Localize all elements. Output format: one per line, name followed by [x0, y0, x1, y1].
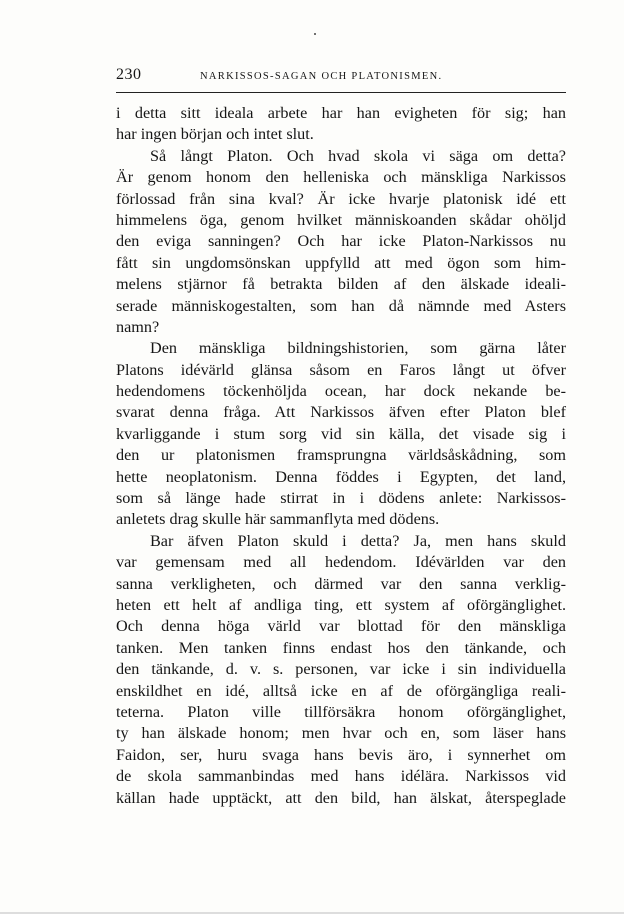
- text-line: Och denna höga värld var blottad för den mänskliga: [116, 617, 566, 636]
- text-line: heten ett helt af andliga ting, ett system af oförgänglighet.: [116, 595, 566, 614]
- text-line: förlossad från sina kval? Är icke hvarje platonisk idé ett: [116, 189, 566, 208]
- book-page: [116, 66, 566, 809]
- header-rule: [116, 92, 566, 93]
- text-line: svarat denna fråga. Att Narkissos äfven efter Platon blef: [116, 403, 566, 422]
- text-line: har ingen början och intet slut.: [116, 125, 314, 144]
- text-line: enskildhet en idé, alltså icke en af de oförgängliga reali-: [116, 681, 566, 700]
- text-line: den eviga sanningen? Och har icke Platon-Narkissos nu: [116, 232, 566, 251]
- running-head: [116, 66, 566, 88]
- page-number: 230: [116, 66, 142, 83]
- text-line: Så långt Platon. Och hvad skola vi säga om detta?: [150, 146, 566, 165]
- text-line: melens stjärnor få betrakta bilden af den älskade ideali-: [116, 275, 566, 294]
- running-title: NARKISSOS-SAGAN OCH PLATONISMEN.: [200, 71, 443, 82]
- text-line: anletets drag skulle här sammanflyta med dödens.: [116, 510, 440, 529]
- text-line: Bar äfven Platon skuld i detta? Ja, men hans skuld: [150, 531, 566, 550]
- text-line: kvarliggande i stum sorg vid sin källa, det visade sig i: [116, 424, 566, 443]
- text-line: sanna verkligheten, och därmed var den sanna verklig-: [116, 574, 566, 593]
- text-line: hette neoplatonism. Denna föddes i Egypten, det land,: [116, 467, 566, 486]
- body-text: [116, 103, 566, 809]
- text-line: Är genom honom den helleniska och mänskliga Narkissos: [116, 168, 566, 187]
- text-line: fått sin ungdomsönskan uppfylld att med ögon som him-: [116, 253, 566, 272]
- text-line: den ur platonismen framsprungna världsåskådning, som: [116, 446, 566, 465]
- text-line: hedendomens töckenhöljda ocean, har dock nekande be-: [116, 382, 566, 401]
- text-line: tanken. Men tanken finns endast hos den tänkande, och: [116, 638, 566, 657]
- text-line: ty han älskade honom; men hvar och en, som läser hans: [116, 724, 566, 743]
- text-line: de skola sammanbindas med hans idélära. Narkissos vid: [116, 767, 566, 786]
- text-line: Platons idévärld glänsa såsom en Faros långt ut öfver: [116, 360, 566, 379]
- text-line: namn?: [116, 317, 160, 336]
- text-line: Faidon, ser, huru svaga hans bevis äro, i synnerhet om: [116, 745, 566, 764]
- text-line: himmelens öga, genom hvilket människoanden skådar ohöljd: [116, 210, 566, 229]
- text-line: serade människogestalten, som han då nämnde med Asters: [116, 296, 566, 315]
- text-line: som så länge hade stirrat in i dödens anlete: Narkissos-: [116, 489, 566, 508]
- text-line: teterna. Platon ville tillförsäkra honom oförgänglighet,: [116, 702, 566, 721]
- scan-speck: [314, 33, 316, 35]
- text-line: i detta sitt ideala arbete har han evigheten för sig; han: [116, 104, 566, 122]
- text-line: källan hade upptäckt, att den bild, han älskat, återspeglade: [116, 788, 566, 807]
- text-line: den tänkande, d. v. s. personen, var icke i sin individuella: [116, 660, 566, 679]
- text-line: Den mänskliga bildningshistorien, som gärna låter: [150, 339, 566, 358]
- text-line: var gemensam med all hedendom. Idévärlden var den: [116, 553, 566, 572]
